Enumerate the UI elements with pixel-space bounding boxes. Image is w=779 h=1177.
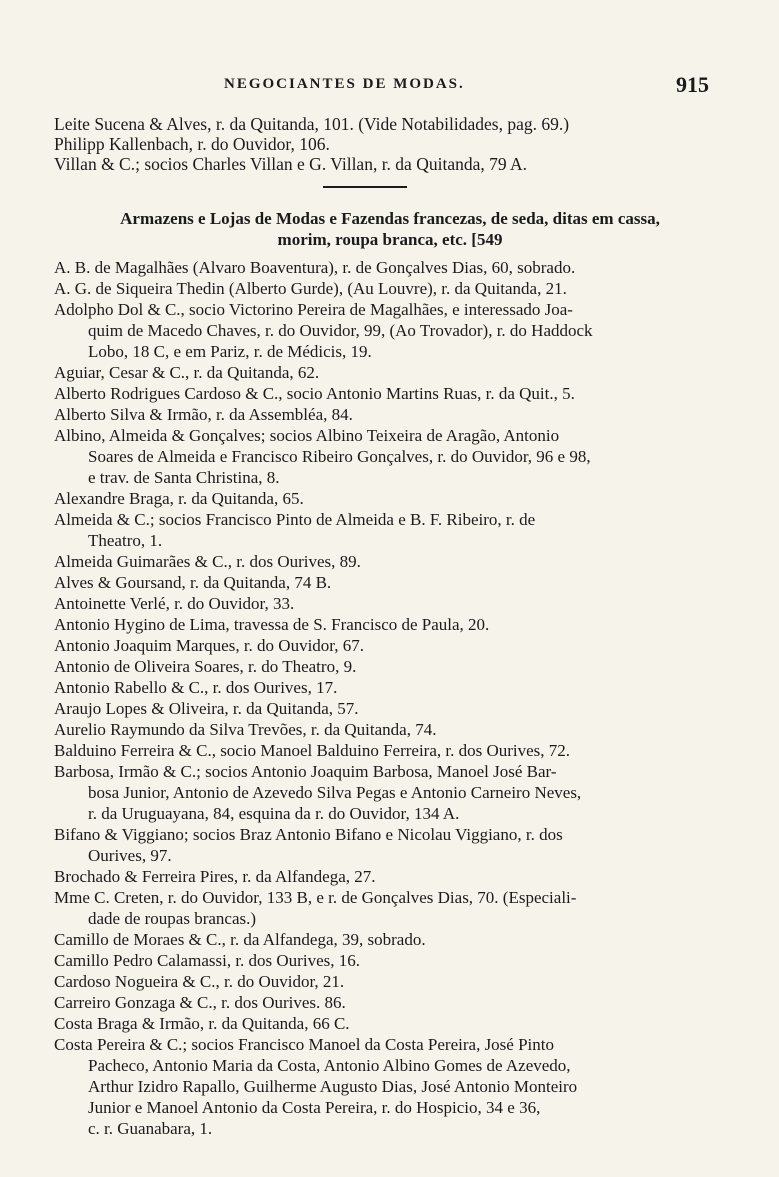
directory-entry: Antonio Rabello & C., r. dos Ourives, 17. <box>54 678 338 697</box>
directory-entry: Adolpho Dol & C., socio Victorino Pereira de Magalhães, e interessado Joa- <box>54 300 573 319</box>
directory-entry: Antonio Joaquim Marques, r. do Ouvidor, 67. <box>54 636 365 655</box>
section-heading-continued: morim, roupa branca, etc. [549 <box>277 230 503 249</box>
directory-entry: Costa Braga & Irmão, r. da Quitanda, 66 C. <box>54 1014 350 1033</box>
directory-entry: Aguiar, Cesar & C., r. da Quitanda, 62. <box>54 363 320 382</box>
directory-entry: Aurelio Raymundo da Silva Trevões, r. da Quitanda, 74. <box>54 720 437 739</box>
directory-entry-continued: Pacheco, Antonio Maria da Costa, Antonio Albino Gomes de Azevedo, <box>88 1056 571 1075</box>
intro-entry: Leite Sucena & Alves, r. da Quitanda, 101. (Vide Notabilidades, pag. 69.) <box>54 114 570 134</box>
directory-entry-continued: c. r. Guanabara, 1. <box>88 1119 213 1138</box>
running-head <box>0 72 779 100</box>
directory-entry: Balduino Ferreira & C., socio Manoel Balduino Ferreira, r. dos Ourives, 72. <box>54 741 571 760</box>
section-heading: Armazens e Lojas de Modas e Fazendas francezas, de seda, ditas em cassa, <box>120 209 660 228</box>
directory-entry-continued: Ourives, 97. <box>88 846 172 865</box>
intro-entry: Philipp Kallenbach, r. do Ouvidor, 106. <box>54 134 330 154</box>
directory-entry: Alberto Silva & Irmão, r. da Assembléa, 84. <box>54 405 353 424</box>
running-title: NEGOCIANTES DE MODAS. <box>224 76 465 92</box>
directory-entry: Camillo Pedro Calamassi, r. dos Ourives, 16. <box>54 951 360 970</box>
directory-entry-continued: Arthur Izidro Rapallo, Guilherme Augusto Dias, José Antonio Monteiro <box>88 1077 578 1096</box>
directory-entry: Carreiro Gonzaga & C., r. dos Ourives. 86. <box>54 993 346 1012</box>
directory-entry-continued: dade de roupas brancas.) <box>88 909 257 928</box>
directory-entry-continued: Theatro, 1. <box>88 531 163 550</box>
directory-entry: Almeida & C.; socios Francisco Pinto de Almeida e B. F. Ribeiro, r. de <box>54 510 536 529</box>
directory-entry: Brochado & Ferreira Pires, r. da Alfandega, 27. <box>54 867 376 886</box>
page-number: 915 <box>676 72 709 97</box>
directory-entry: Cardoso Nogueira & C., r. do Ouvidor, 21. <box>54 972 345 991</box>
directory-entry: Camillo de Moraes & C., r. da Alfandega, 39, sobrado. <box>54 930 426 949</box>
directory-entry-continued: r. da Uruguayana, 84, esquina da r. do Ouvidor, 134 A. <box>88 804 460 823</box>
directory-entry: Alexandre Braga, r. da Quitanda, 65. <box>54 489 304 508</box>
directory-entry: Costa Pereira & C.; socios Francisco Manoel da Costa Pereira, José Pinto <box>54 1035 554 1054</box>
directory-entry: Alberto Rodrigues Cardoso & C., socio Antonio Martins Ruas, r. da Quit., 5. <box>54 384 575 403</box>
section-divider <box>323 186 407 188</box>
directory-entry: Bifano & Viggiano; socios Braz Antonio Bifano e Nicolau Viggiano, r. dos <box>54 825 563 844</box>
directory-entry-continued: Junior e Manoel Antonio da Costa Pereira, r. do Hospicio, 34 e 36, <box>88 1098 541 1117</box>
directory-entry-continued: Soares de Almeida e Francisco Ribeiro Gonçalves, r. do Ouvidor, 96 e 98, <box>88 447 591 466</box>
directory-entry-continued: Lobo, 18 C, e em Pariz, r. de Médicis, 19. <box>88 342 372 361</box>
directory-entry: A. B. de Magalhães (Alvaro Boaventura), r. de Gonçalves Dias, 60, sobrado. <box>54 258 576 277</box>
directory-entry: Araujo Lopes & Oliveira, r. da Quitanda, 57. <box>54 699 359 718</box>
directory-entry: Alves & Goursand, r. da Quitanda, 74 B. <box>54 573 332 592</box>
directory-entry: Albino, Almeida & Gonçalves; socios Albino Teixeira de Aragão, Antonio <box>54 426 560 445</box>
directory-entry: Barbosa, Irmão & C.; socios Antonio Joaquim Barbosa, Manoel José Bar- <box>54 762 557 781</box>
directory-entry: A. G. de Siqueira Thedin (Alberto Gurde), (Au Louvre), r. da Quitanda, 21. <box>54 279 567 298</box>
directory-entry-continued: quim de Macedo Chaves, r. do Ouvidor, 99, (Ao Trovador), r. do Haddock <box>88 321 593 340</box>
intro-entry: Villan & C.; socios Charles Villan e G. Villan, r. da Quitanda, 79 A. <box>54 154 528 174</box>
directory-entry: Antonio de Oliveira Soares, r. do Theatro, 9. <box>54 657 357 676</box>
directory-entry: Mme C. Creten, r. do Ouvidor, 133 B, e r. de Gonçalves Dias, 70. (Especiali- <box>54 888 577 907</box>
directory-entry: Antonio Hygino de Lima, travessa de S. Francisco de Paula, 20. <box>54 615 490 634</box>
directory-entry-continued: bosa Junior, Antonio de Azevedo Silva Pegas e Antonio Carneiro Neves, <box>88 783 582 802</box>
directory-entry-continued: e trav. de Santa Christina, 8. <box>88 468 280 487</box>
directory-entry: Antoinette Verlé, r. do Ouvidor, 33. <box>54 594 295 613</box>
directory-entry: Almeida Guimarães & C., r. dos Ourives, 89. <box>54 552 361 571</box>
